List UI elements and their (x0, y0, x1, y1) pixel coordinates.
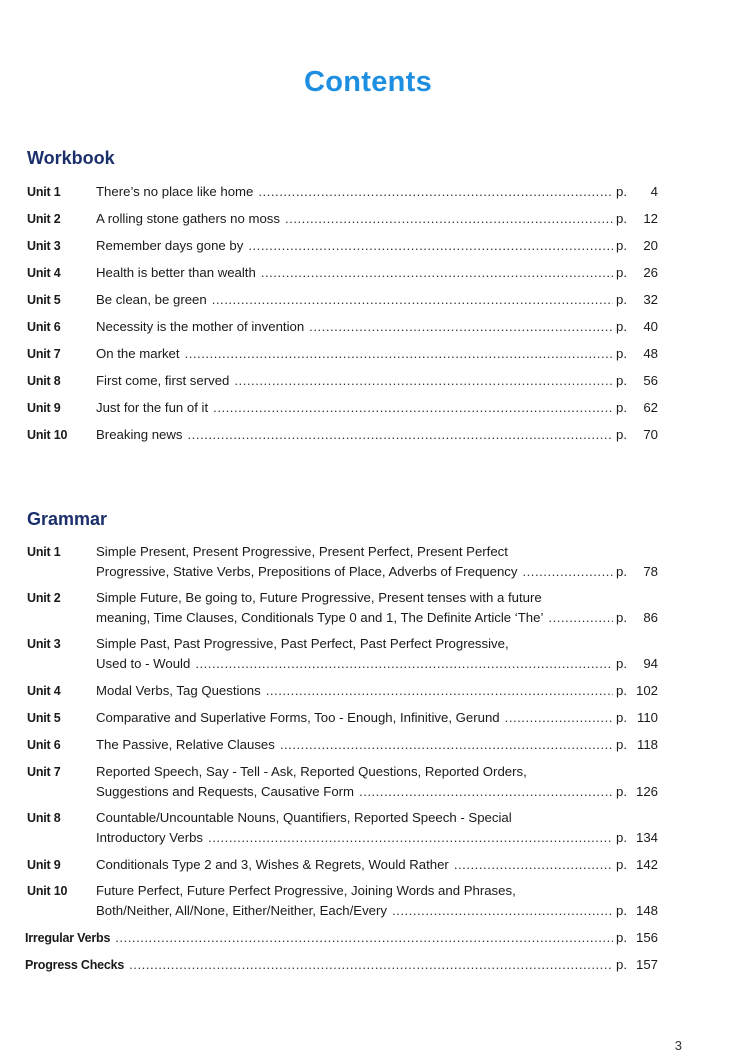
page-prefix: p. (616, 710, 627, 725)
page-title: Contents (303, 66, 433, 98)
page-number: 157 (635, 957, 658, 972)
page-number: 148 (635, 903, 658, 918)
unit-label: Unit 10 (27, 884, 68, 898)
dot-leader (208, 828, 613, 848)
page-prefix: p. (616, 427, 627, 442)
unit-label: Unit 4 (27, 266, 61, 280)
unit-label: Unit 10 (27, 428, 68, 442)
workbook-heading: Workbook (27, 148, 115, 168)
page-number: 70 (643, 427, 658, 442)
dot-leader (359, 782, 613, 802)
page-prefix: p. (616, 610, 627, 625)
page-number: 102 (635, 683, 658, 698)
unit-label: Unit 7 (27, 765, 61, 779)
unit-label: Unit 1 (27, 545, 61, 559)
page-prefix: p. (616, 656, 627, 671)
dot-leader (454, 855, 613, 875)
page-prefix: p. (616, 292, 627, 307)
dot-leader (188, 425, 614, 445)
progress-checks-entry[interactable] (25, 955, 658, 975)
dot-leader (213, 398, 613, 418)
unit-topic: Remember days gone by (96, 238, 244, 253)
unit-topic-line-1: Reported Speech, Say - Tell - Ask, Reported Questions, Reported Orders, (96, 764, 527, 779)
page-number: 20 (643, 238, 658, 253)
page-prefix: p. (616, 373, 627, 388)
page-number: 40 (643, 319, 658, 334)
dot-leader (522, 562, 613, 582)
unit-topic: First come, first served (96, 373, 230, 388)
page-prefix: p. (616, 319, 627, 334)
irregular-verbs-entry[interactable] (25, 928, 658, 948)
dot-leader (505, 708, 613, 728)
unit-topic-line-1: Simple Present, Present Progressive, Present Perfect, Present Perfect (96, 544, 508, 559)
page-number: 48 (643, 346, 658, 361)
unit-label: Unit 8 (27, 811, 61, 825)
unit-label: Unit 5 (27, 293, 61, 307)
dot-leader (248, 236, 613, 256)
unit-topic: Comparative and Superlative Forms, Too - Enough, Infinitive, Gerund (96, 710, 500, 725)
page-prefix: p. (616, 857, 627, 872)
page-prefix: p. (616, 930, 627, 945)
unit-label: Unit 9 (27, 401, 61, 415)
page-number: 126 (635, 784, 658, 799)
dot-leader (185, 344, 613, 364)
page-prefix: p. (616, 737, 627, 752)
page-prefix: p. (616, 957, 627, 972)
page-number: 156 (635, 930, 658, 945)
page-prefix: p. (616, 346, 627, 361)
dot-leader (266, 681, 613, 701)
page-number: 134 (635, 830, 658, 845)
dot-leader (280, 735, 613, 755)
page-prefix: p. (616, 784, 627, 799)
unit-topic-line-2: Suggestions and Requests, Causative Form (96, 784, 355, 799)
unit-label: Unit 3 (27, 239, 61, 253)
dot-leader (392, 901, 613, 921)
unit-topic: A rolling stone gathers no moss (96, 211, 280, 226)
page-prefix: p. (616, 238, 627, 253)
dot-leader (234, 371, 613, 391)
dot-leader (115, 928, 613, 948)
page-prefix: p. (616, 265, 627, 280)
unit-topic: Modal Verbs, Tag Questions (96, 683, 261, 698)
page-number: 4 (650, 184, 658, 199)
extra-label: Progress Checks (25, 958, 125, 972)
unit-topic: Conditionals Type 2 and 3, Wishes & Regrets, Would Rather (96, 857, 449, 872)
page-prefix: p. (616, 830, 627, 845)
unit-label: Unit 9 (27, 858, 61, 872)
unit-topic-line-2: Both/Neither, All/None, Either/Neither, Each/Every (96, 903, 388, 918)
page-number: 118 (636, 737, 658, 752)
unit-topic-line-2: Introductory Verbs (96, 830, 204, 845)
unit-topic-line-2: Progressive, Stative Verbs, Prepositions of Place, Adverbs of Frequency (96, 564, 518, 579)
unit-topic: The Passive, Relative Clauses (96, 737, 275, 752)
unit-topic-line-1: Future Perfect, Future Perfect Progressive, Joining Words and Phrases, (96, 883, 516, 898)
unit-label: Unit 2 (27, 591, 61, 605)
unit-topic-line-2: Used to - Would (96, 656, 191, 671)
page-number: 26 (643, 265, 658, 280)
dot-leader (258, 182, 613, 202)
unit-topic-line-1: Simple Past, Past Progressive, Past Perfect, Past Perfect Progressive, (96, 636, 509, 651)
dot-leader (212, 290, 613, 310)
unit-topic-line-2: meaning, Time Clauses, Conditionals Type 0 and 1, The Definite Article ‘The’ (96, 610, 544, 625)
grammar-heading: Grammar (27, 509, 108, 529)
dot-leader (309, 317, 613, 337)
page-number: 78 (643, 564, 658, 579)
unit-label: Unit 6 (27, 738, 61, 752)
page-prefix: p. (616, 683, 627, 698)
unit-topic: Health is better than wealth (96, 265, 256, 280)
dot-leader (261, 263, 613, 283)
page-prefix: p. (616, 903, 627, 918)
unit-topic: Breaking news (96, 427, 183, 442)
page-number: 12 (643, 211, 658, 226)
page-number: 142 (635, 857, 658, 872)
page-number: 56 (643, 373, 658, 388)
dot-leader (129, 955, 613, 975)
page-number: 86 (643, 610, 658, 625)
dot-leader (548, 608, 613, 628)
unit-topic-line-1: Simple Future, Be going to, Future Progressive, Present tenses with a future (96, 590, 542, 605)
page-number: 94 (643, 656, 658, 671)
page-prefix: p. (616, 564, 627, 579)
extra-label: Irregular Verbs (25, 931, 111, 945)
unit-label: Unit 4 (27, 684, 61, 698)
unit-label: Unit 7 (27, 347, 61, 361)
dot-leader (195, 654, 613, 674)
unit-label: Unit 1 (27, 185, 61, 199)
unit-topic: Necessity is the mother of invention (96, 319, 305, 334)
unit-label: Unit 2 (27, 212, 61, 226)
page-prefix: p. (616, 400, 627, 415)
dot-leader (285, 209, 613, 229)
unit-label: Unit 3 (27, 637, 61, 651)
unit-label: Unit 5 (27, 711, 61, 725)
page-number-footer: 3 (674, 1038, 682, 1053)
unit-topic: Be clean, be green (96, 292, 207, 307)
page-number: 32 (643, 292, 658, 307)
unit-topic: There’s no place like home (96, 184, 254, 199)
unit-topic: On the market (96, 346, 180, 361)
unit-topic-line-1: Countable/Uncountable Nouns, Quantifiers, Reported Speech - Special (96, 810, 512, 825)
unit-topic: Just for the fun of it (96, 400, 209, 415)
page-number: 110 (636, 710, 658, 725)
unit-label: Unit 6 (27, 320, 61, 334)
page-number: 62 (643, 400, 658, 415)
page-prefix: p. (616, 211, 627, 226)
unit-label: Unit 8 (27, 374, 61, 388)
page-prefix: p. (616, 184, 627, 199)
